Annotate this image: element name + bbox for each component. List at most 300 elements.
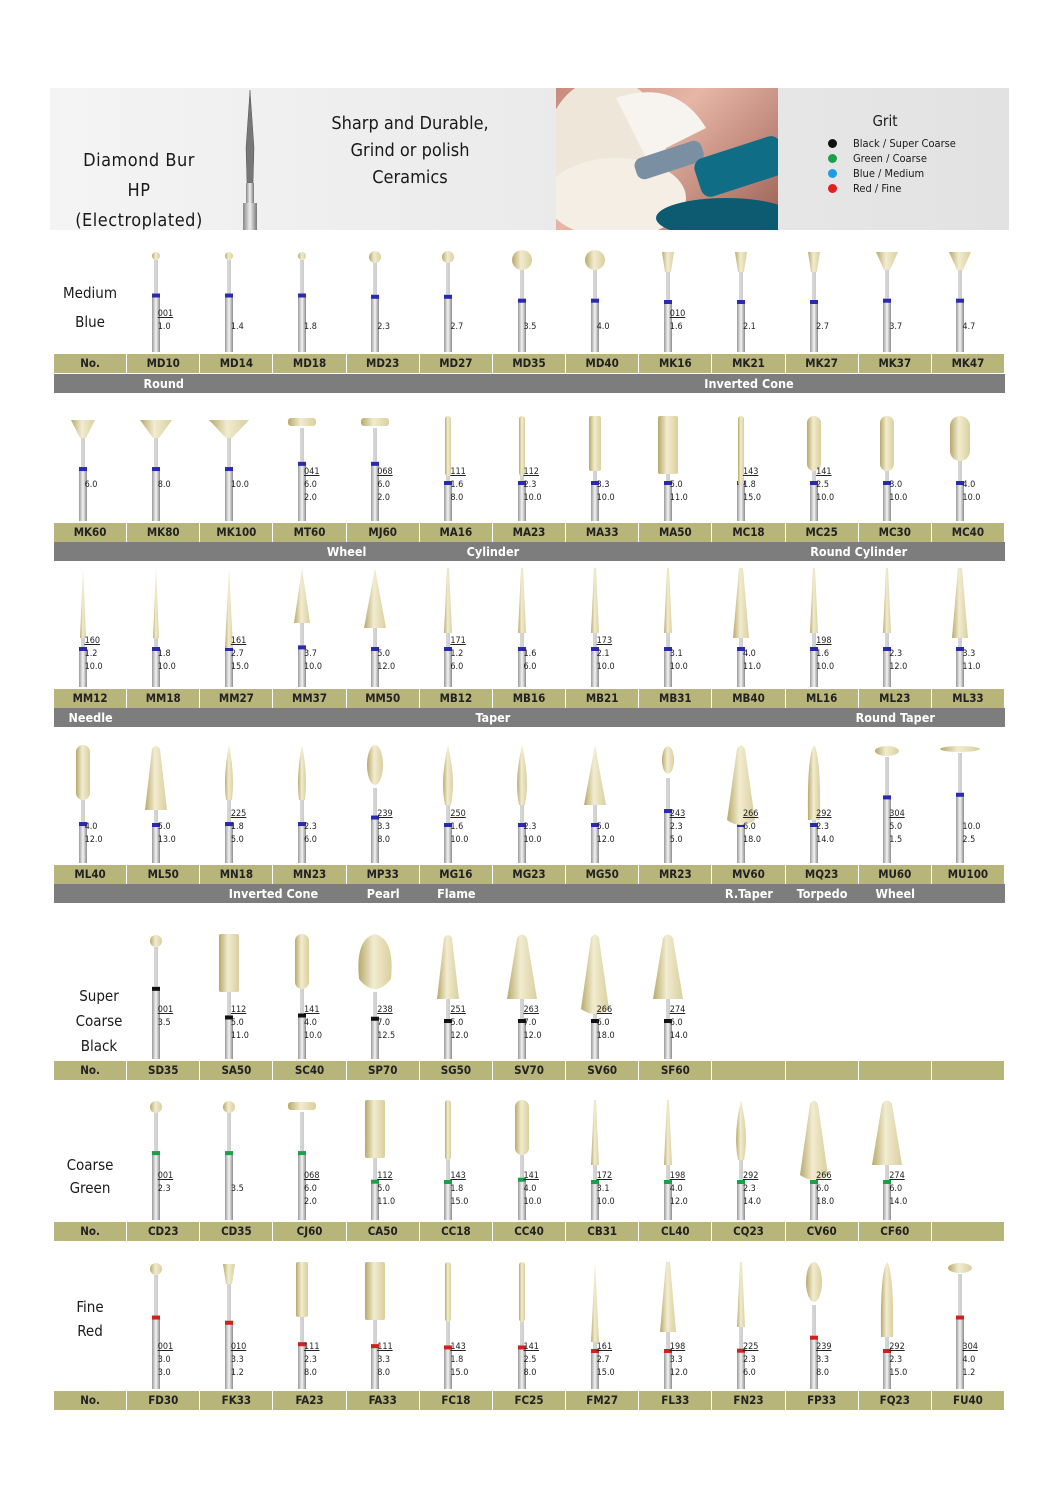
product-code-cell: SV70 bbox=[493, 1061, 566, 1080]
bur-spec bbox=[816, 308, 829, 334]
section-label-line: Super Coarse bbox=[75, 987, 123, 1030]
group-label: R.Taper bbox=[724, 886, 773, 901]
product-code-cell: MM27 bbox=[200, 689, 273, 708]
bur-spec bbox=[450, 308, 463, 334]
bur-spec bbox=[524, 1170, 542, 1209]
diameter: 1.6 bbox=[450, 480, 464, 490]
iso-code: 010 bbox=[230, 1342, 247, 1352]
iso-code: 160 bbox=[84, 636, 101, 646]
diameter: 4.7 bbox=[962, 322, 976, 332]
length: 10.0 bbox=[157, 662, 176, 672]
bur-spec bbox=[889, 466, 907, 505]
bur-spec bbox=[450, 1170, 468, 1209]
iso-code: 274 bbox=[669, 1005, 686, 1015]
product-code-cell: MC40 bbox=[932, 523, 1005, 542]
diameter: 2.3 bbox=[889, 649, 903, 659]
bur-spec bbox=[158, 1170, 173, 1196]
length: 10.0 bbox=[889, 493, 908, 503]
bur-spec bbox=[597, 1004, 615, 1043]
product-code-cell: SD35 bbox=[127, 1061, 200, 1080]
product-code-cell: FC25 bbox=[493, 1391, 566, 1410]
product-code-cell: SG50 bbox=[420, 1061, 493, 1080]
bur-illustration bbox=[209, 1100, 249, 1224]
product-code-cell: MA50 bbox=[639, 523, 712, 542]
length: 1.5 bbox=[889, 835, 903, 845]
product-code-cell: MU100 bbox=[932, 865, 1005, 884]
diameter: 6.0 bbox=[304, 480, 317, 490]
length: 10.0 bbox=[304, 1031, 323, 1041]
product-code-cell: MC30 bbox=[859, 523, 932, 542]
length: 15.0 bbox=[450, 1197, 469, 1207]
no-header-cell: No. bbox=[54, 1061, 127, 1080]
no-header-cell: No. bbox=[54, 1222, 127, 1241]
product-code-cell: MG50 bbox=[566, 865, 639, 884]
length: 8.0 bbox=[304, 1368, 317, 1378]
iso-code: 266 bbox=[816, 1171, 832, 1181]
diameter: 3.1 bbox=[669, 649, 683, 659]
bur-spec bbox=[377, 1004, 395, 1043]
product-code-cell: MA23 bbox=[493, 523, 566, 542]
bur-illustration bbox=[721, 745, 761, 867]
bur-spec bbox=[889, 308, 902, 334]
diameter: 10.0 bbox=[962, 822, 981, 832]
product-code-cell: MA33 bbox=[566, 523, 639, 542]
bur-spec bbox=[450, 1341, 468, 1380]
length: 15.0 bbox=[596, 1368, 615, 1378]
product-code-cell: MK27 bbox=[786, 354, 859, 373]
diameter: 3.3 bbox=[377, 822, 391, 832]
product-code-cell: MJ60 bbox=[347, 523, 420, 542]
iso-code: 141 bbox=[304, 1005, 320, 1015]
length: 10.0 bbox=[450, 835, 469, 845]
product-code-cell: CC40 bbox=[493, 1222, 566, 1241]
group-row bbox=[54, 374, 1005, 393]
group-label: Cylinder bbox=[466, 544, 520, 559]
product-code-cell: SP70 bbox=[347, 1061, 420, 1080]
group-label: Round Taper bbox=[855, 710, 935, 725]
bur-spec bbox=[889, 635, 907, 674]
code-row bbox=[54, 689, 1005, 708]
bur-illustration bbox=[428, 250, 468, 356]
product-code-cell: FK33 bbox=[200, 1391, 273, 1410]
iso-code: 001 bbox=[157, 309, 174, 319]
bur-spec bbox=[231, 808, 246, 847]
grit-dot-green bbox=[828, 154, 837, 163]
bur-spec bbox=[377, 635, 395, 674]
diameter: 6.0 bbox=[304, 1184, 317, 1194]
product-code-cell: ML50 bbox=[127, 865, 200, 884]
diameter: 3.0 bbox=[889, 480, 903, 490]
diameter: 3.5 bbox=[157, 1018, 171, 1028]
bur-spec bbox=[816, 1170, 834, 1209]
product-code-cell: MM18 bbox=[127, 689, 200, 708]
length: 1.2 bbox=[230, 1368, 244, 1378]
length: 10.0 bbox=[962, 493, 981, 503]
grit-legend-item bbox=[810, 151, 1000, 166]
length: 12.0 bbox=[669, 1197, 688, 1207]
bur-illustration bbox=[721, 250, 761, 356]
grit-dot-red bbox=[828, 184, 837, 193]
bur-spec bbox=[85, 466, 98, 492]
iso-code: 292 bbox=[816, 809, 832, 819]
diameter: 3.3 bbox=[816, 1355, 829, 1365]
no-header-cell: No. bbox=[54, 1391, 127, 1410]
length: 12.0 bbox=[377, 662, 396, 672]
diameter: 2.3 bbox=[889, 1355, 903, 1365]
length: 10.0 bbox=[596, 662, 615, 672]
diameter: 4.0 bbox=[304, 1018, 317, 1028]
iso-code: 111 bbox=[450, 467, 466, 477]
length: 13.0 bbox=[157, 835, 176, 845]
group-label: Inverted Cone bbox=[228, 886, 319, 901]
iso-code: 304 bbox=[889, 809, 905, 819]
bur-illustration bbox=[502, 745, 542, 867]
length: 10.0 bbox=[84, 662, 103, 672]
bur-spec bbox=[743, 1341, 758, 1380]
product-code-cell: CD23 bbox=[127, 1222, 200, 1241]
diameter: 2.7 bbox=[816, 322, 829, 332]
length: 11.0 bbox=[742, 662, 761, 672]
diameter: 3.3 bbox=[230, 1355, 244, 1365]
product-code-cell: CA50 bbox=[347, 1222, 420, 1241]
product-code-cell: MD18 bbox=[273, 354, 346, 373]
diameter: 1.8 bbox=[157, 649, 171, 659]
product-code-cell: CQ23 bbox=[712, 1222, 785, 1241]
length: 6.0 bbox=[523, 662, 537, 672]
diameter: 3.7 bbox=[304, 649, 317, 659]
bur-spec bbox=[450, 466, 465, 505]
iso-code: 239 bbox=[377, 809, 393, 819]
diameter: 2.7 bbox=[596, 1355, 610, 1365]
product-code-cell: MU60 bbox=[859, 865, 932, 884]
bur-spec bbox=[231, 635, 249, 674]
product-code-cell: MK100 bbox=[200, 523, 273, 542]
length: 10.0 bbox=[523, 1197, 542, 1207]
bur-illustration bbox=[282, 250, 322, 356]
diameter: 4.0 bbox=[742, 649, 756, 659]
length: 8.0 bbox=[816, 1368, 829, 1378]
bur-spec bbox=[377, 808, 392, 847]
diameter: 7.0 bbox=[377, 1018, 391, 1028]
iso-code: 141 bbox=[523, 1171, 539, 1181]
length: 11.0 bbox=[962, 662, 981, 672]
length: 5.0 bbox=[669, 835, 683, 845]
bur-spec bbox=[889, 1170, 907, 1209]
diameter: 1.6 bbox=[816, 649, 829, 659]
product-code-cell: MD35 bbox=[493, 354, 566, 373]
product-code-cell: MG23 bbox=[493, 865, 566, 884]
bur-spec bbox=[670, 635, 688, 674]
bur-spec bbox=[450, 635, 465, 674]
bur-spec bbox=[524, 635, 537, 674]
diameter: 1.6 bbox=[450, 822, 464, 832]
diameter: 2.3 bbox=[157, 1184, 171, 1194]
section-label-line: Fine bbox=[76, 1298, 104, 1316]
bur-spec bbox=[743, 1170, 761, 1209]
iso-code: 198 bbox=[669, 1171, 686, 1181]
group-label: Pearl bbox=[366, 886, 400, 901]
diameter: 5.0 bbox=[596, 822, 610, 832]
diameter: 6.0 bbox=[84, 480, 98, 490]
bur-spec bbox=[304, 808, 317, 847]
length: 11.0 bbox=[669, 493, 688, 503]
bur-spec bbox=[962, 308, 975, 334]
bur-spec bbox=[597, 635, 615, 674]
length: 3.0 bbox=[157, 1368, 171, 1378]
iso-code: 292 bbox=[742, 1171, 759, 1181]
product-code-cell: MK21 bbox=[712, 354, 785, 373]
bur-illustration bbox=[940, 745, 980, 867]
diameter: 1.8 bbox=[230, 822, 244, 832]
iso-code: 171 bbox=[450, 636, 466, 646]
length: 15.0 bbox=[889, 1368, 908, 1378]
iso-code: 198 bbox=[669, 1342, 686, 1352]
bur-spec bbox=[304, 466, 319, 505]
grit-label: Red / Fine bbox=[853, 182, 902, 195]
diameter: 1.0 bbox=[157, 322, 171, 332]
iso-code: 001 bbox=[157, 1005, 174, 1015]
diameter: 6.0 bbox=[742, 822, 756, 832]
product-code-cell: CB31 bbox=[566, 1222, 639, 1241]
diameter: 5.0 bbox=[450, 1018, 464, 1028]
product-code-cell: MR23 bbox=[639, 865, 712, 884]
iso-code: 111 bbox=[377, 1342, 393, 1352]
diameter: 2.5 bbox=[523, 1355, 537, 1365]
length: 10.0 bbox=[523, 835, 542, 845]
product-code-cell: MK47 bbox=[932, 354, 1005, 373]
code-row bbox=[54, 1061, 1005, 1080]
bur-illustration bbox=[794, 745, 834, 867]
length: 2.0 bbox=[304, 493, 317, 503]
bur-illustration bbox=[428, 934, 468, 1063]
bur-spec bbox=[743, 308, 756, 334]
grit-legend-item bbox=[810, 166, 1000, 181]
length: 2.0 bbox=[377, 493, 391, 503]
bur-illustration bbox=[575, 250, 615, 356]
title-line-1: Diamond Bur HP bbox=[83, 150, 195, 201]
bur-spec bbox=[743, 808, 761, 847]
diameter: 4.0 bbox=[523, 1184, 537, 1194]
product-code-cell: SF60 bbox=[639, 1061, 712, 1080]
bur-illustration bbox=[136, 250, 176, 356]
length: 12.0 bbox=[450, 1031, 469, 1041]
bur-illustration bbox=[575, 934, 615, 1063]
length: 14.0 bbox=[742, 1197, 761, 1207]
product-code-cell: MQ23 bbox=[786, 865, 859, 884]
product-code-cell: MN18 bbox=[200, 865, 273, 884]
code-row bbox=[54, 1391, 1005, 1410]
empty-cell bbox=[932, 1061, 1005, 1080]
diameter: 5.0 bbox=[157, 822, 171, 832]
diameter: 7.0 bbox=[523, 1018, 537, 1028]
bur-illustration bbox=[355, 745, 395, 867]
diameter: 4.0 bbox=[84, 822, 98, 832]
product-code-cell: FC18 bbox=[420, 1391, 493, 1410]
iso-code: 263 bbox=[523, 1005, 539, 1015]
diameter: 3.3 bbox=[669, 1355, 683, 1365]
diameter: 2.3 bbox=[523, 480, 537, 490]
product-code-cell: MK80 bbox=[127, 523, 200, 542]
length: 18.0 bbox=[742, 835, 761, 845]
diameter: 3.3 bbox=[596, 480, 610, 490]
bur-spec bbox=[597, 308, 610, 334]
product-code-cell: CL40 bbox=[639, 1222, 712, 1241]
diameter: 4.0 bbox=[962, 1355, 976, 1365]
diameter: 3.3 bbox=[962, 649, 976, 659]
section-label-line: Coarse bbox=[66, 1156, 114, 1174]
product-code-cell: MC25 bbox=[786, 523, 859, 542]
bur-spec bbox=[524, 808, 542, 847]
length: 18.0 bbox=[816, 1197, 835, 1207]
diameter: 6.0 bbox=[377, 480, 391, 490]
group-row bbox=[54, 708, 1005, 727]
length: 8.0 bbox=[450, 493, 464, 503]
bur-spec bbox=[889, 1341, 907, 1380]
bur-spec bbox=[377, 1341, 392, 1380]
bur-spec bbox=[597, 466, 615, 505]
product-code-cell: FD30 bbox=[127, 1391, 200, 1410]
section-label-line: Black bbox=[80, 1037, 118, 1055]
title-line-2: (Electroplated) bbox=[75, 210, 203, 231]
bur-spec bbox=[158, 1004, 173, 1030]
iso-code: 112 bbox=[230, 1005, 247, 1015]
bur-spec bbox=[524, 466, 542, 505]
no-header-cell: No. bbox=[54, 354, 127, 373]
length: 12.0 bbox=[596, 835, 615, 845]
bur-spec bbox=[889, 808, 904, 847]
product-code-cell: FN23 bbox=[712, 1391, 785, 1410]
diameter: 2.7 bbox=[230, 649, 244, 659]
bur-spec bbox=[670, 1004, 688, 1043]
iso-code: 143 bbox=[450, 1342, 466, 1352]
section-label-line: Green bbox=[69, 1179, 111, 1197]
iso-code: 041 bbox=[304, 467, 320, 477]
bur-illustration bbox=[355, 934, 395, 1063]
iso-code: 243 bbox=[669, 809, 686, 819]
product-code-cell: MV60 bbox=[712, 865, 785, 884]
group-label: Round Cylinder bbox=[810, 544, 908, 559]
group-label: Inverted Cone bbox=[704, 376, 794, 391]
bur-illustration bbox=[648, 745, 688, 867]
product-code-cell: CV60 bbox=[786, 1222, 859, 1241]
length: 2.0 bbox=[304, 1197, 317, 1207]
diameter: 1.8 bbox=[450, 1355, 464, 1365]
section-label-medium bbox=[54, 279, 126, 337]
bur-spec bbox=[304, 1341, 319, 1380]
group-label: Wheel bbox=[326, 544, 367, 559]
diameter: 5.0 bbox=[377, 649, 391, 659]
bur-illustration bbox=[502, 934, 542, 1063]
code-row bbox=[54, 865, 1005, 884]
bur-illustration bbox=[648, 934, 688, 1063]
grit-legend-item bbox=[810, 136, 1000, 151]
bur-illustration bbox=[794, 250, 834, 356]
product-code-cell: MT60 bbox=[273, 523, 346, 542]
product-photo bbox=[556, 88, 778, 230]
product-code-cell: ML33 bbox=[932, 689, 1005, 708]
iso-code: 068 bbox=[377, 467, 393, 477]
diameter: 6.0 bbox=[596, 1018, 610, 1028]
diameter: 1.6 bbox=[523, 649, 537, 659]
length: 14.0 bbox=[816, 835, 835, 845]
bur-spec bbox=[231, 1341, 246, 1380]
iso-code: 141 bbox=[523, 1342, 539, 1352]
diameter: 1.8 bbox=[304, 322, 317, 332]
tagline-line-1: Sharp and Durable, bbox=[331, 113, 489, 134]
length: 10.0 bbox=[816, 493, 835, 503]
product-code-cell: MD23 bbox=[347, 354, 420, 373]
diameter: 3.7 bbox=[889, 322, 903, 332]
group-label: Taper bbox=[475, 710, 511, 725]
empty-cell bbox=[932, 1222, 1005, 1241]
length: 14.0 bbox=[669, 1031, 688, 1041]
product-code-cell: CD35 bbox=[200, 1222, 273, 1241]
bur-spec bbox=[377, 1170, 395, 1209]
bur-spec bbox=[231, 308, 244, 334]
section-label-line: Medium bbox=[63, 284, 117, 302]
product-code-cell: MG16 bbox=[420, 865, 493, 884]
grit-label: Blue / Medium bbox=[853, 167, 925, 180]
length: 12.0 bbox=[84, 835, 103, 845]
section-label-super-coarse bbox=[54, 984, 144, 1059]
diameter: 3.0 bbox=[157, 1355, 171, 1365]
iso-code: 112 bbox=[377, 1171, 393, 1181]
product-code-cell: MD27 bbox=[420, 354, 493, 373]
iso-code: 111 bbox=[304, 1342, 320, 1352]
diameter: 2.3 bbox=[523, 822, 537, 832]
diameter: 2.5 bbox=[816, 480, 829, 490]
bur-spec bbox=[377, 308, 390, 334]
length: 10.0 bbox=[304, 662, 323, 672]
product-code-cell: MP33 bbox=[347, 865, 420, 884]
diameter: 3.5 bbox=[523, 322, 537, 332]
bur-spec bbox=[304, 1004, 322, 1043]
bur-illustration bbox=[136, 1100, 176, 1224]
grit-label: Black / Super Coarse bbox=[853, 137, 956, 150]
iso-code: 292 bbox=[889, 1342, 905, 1352]
iso-code: 161 bbox=[230, 636, 247, 646]
bur-spec bbox=[231, 466, 249, 492]
bur-illustration bbox=[940, 250, 980, 356]
bur-spec bbox=[158, 635, 176, 674]
bur-illustration bbox=[209, 745, 249, 867]
iso-code: 238 bbox=[377, 1005, 393, 1015]
diameter: 1.2 bbox=[84, 649, 98, 659]
bur-spec bbox=[158, 466, 171, 492]
tagline-line-2: Grind or polish bbox=[350, 140, 470, 161]
hero-bur-image bbox=[235, 88, 265, 230]
length: 18.0 bbox=[596, 1031, 615, 1041]
product-code-cell: MB16 bbox=[493, 689, 566, 708]
bur-spec bbox=[962, 1341, 977, 1380]
product-code-cell: CC18 bbox=[420, 1222, 493, 1241]
length: 2.5 bbox=[962, 835, 976, 845]
bur-spec bbox=[450, 1004, 468, 1043]
bur-illustration bbox=[63, 745, 103, 867]
product-code-cell: MK60 bbox=[54, 523, 127, 542]
length: 8.0 bbox=[377, 1368, 391, 1378]
bur-spec bbox=[962, 635, 980, 674]
iso-code: 141 bbox=[816, 467, 832, 477]
product-code-cell: MM37 bbox=[273, 689, 346, 708]
product-code-cell: MM50 bbox=[347, 689, 420, 708]
product-code-cell: FU40 bbox=[932, 1391, 1005, 1410]
diameter: 1.8 bbox=[742, 480, 756, 490]
diameter: 8.0 bbox=[157, 480, 171, 490]
iso-code: 001 bbox=[157, 1342, 174, 1352]
bur-spec bbox=[158, 808, 176, 847]
diameter: 1.2 bbox=[450, 649, 464, 659]
